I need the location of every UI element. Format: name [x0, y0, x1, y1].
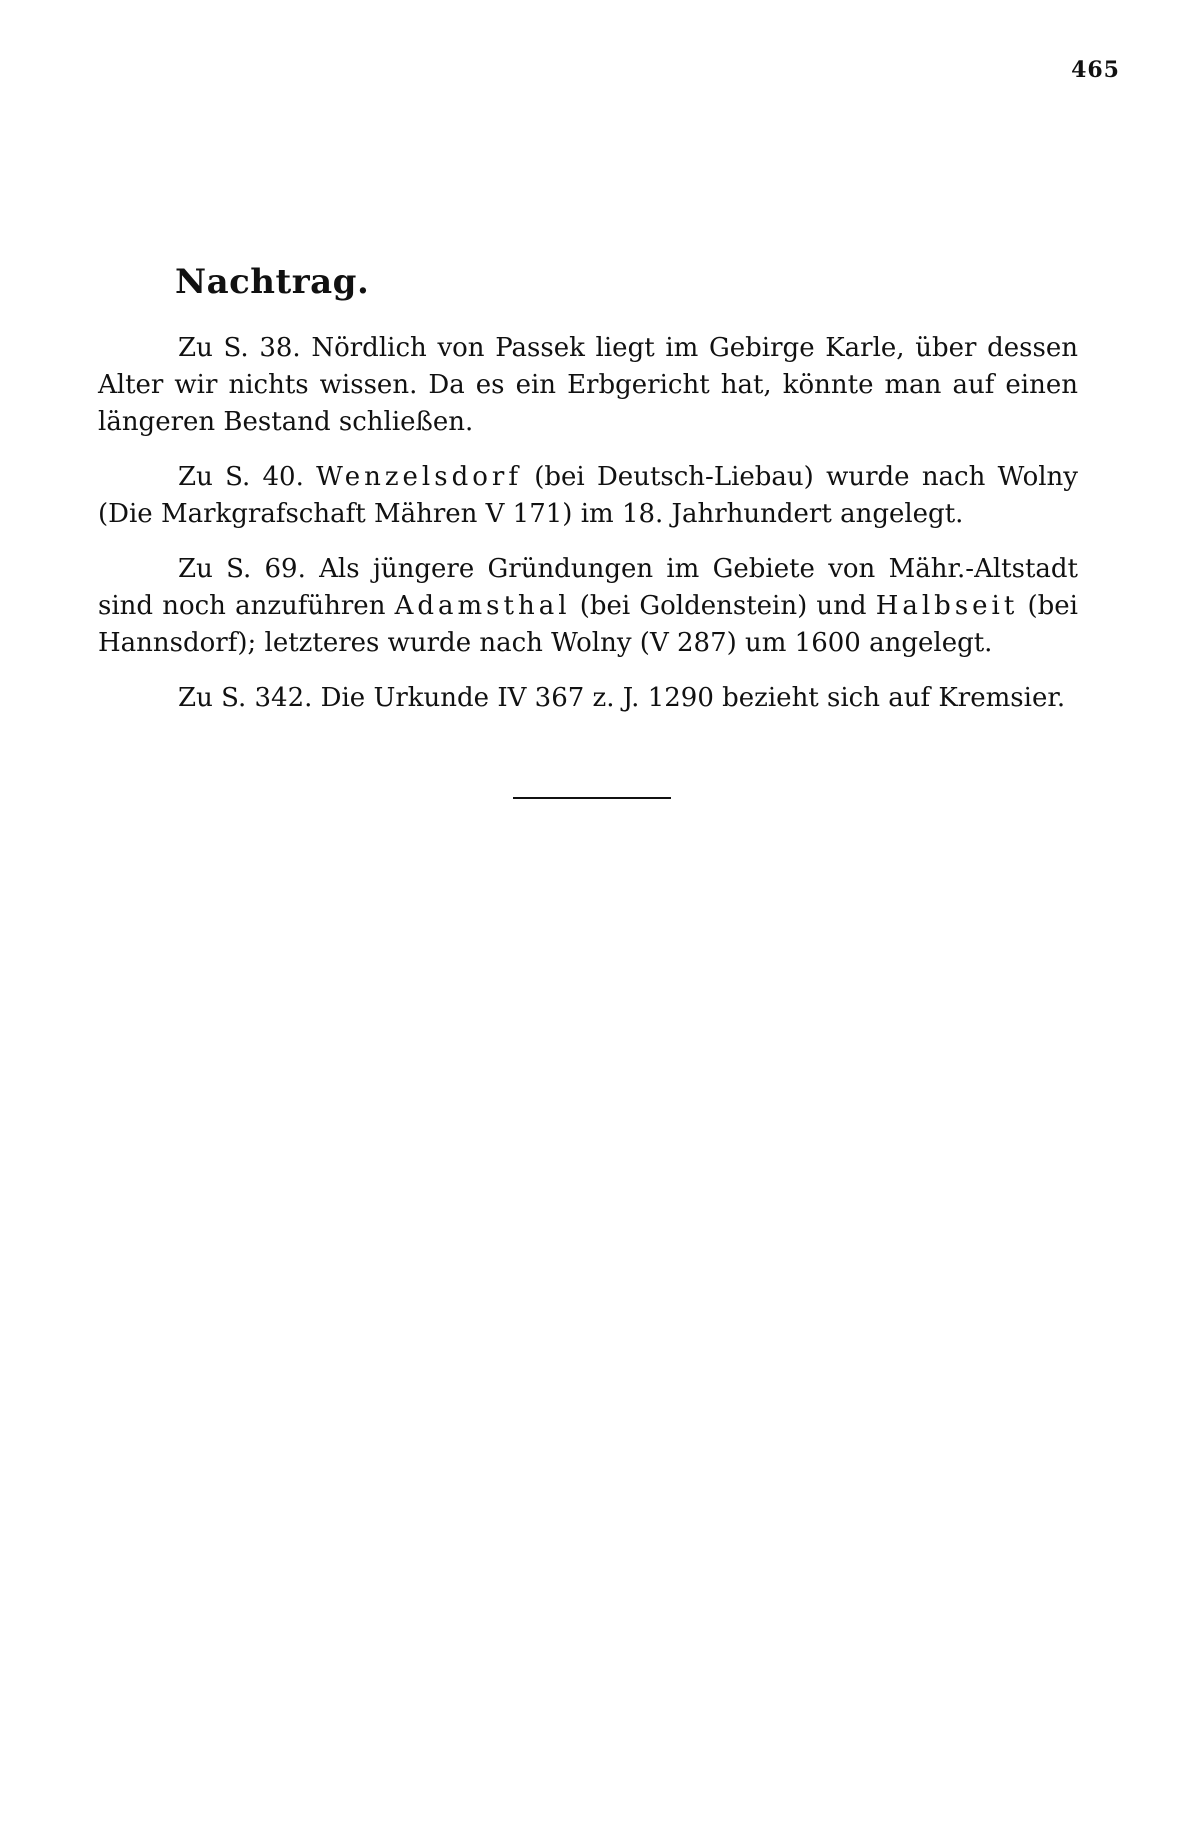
page-number: 465: [1071, 57, 1120, 83]
addendum-entry: [98, 551, 1078, 662]
section-divider: [513, 797, 671, 799]
entry-text: Zu S. 69. Als jüngere Gründungen im Gebiete von Mähr.-Altstadt sind noch anzuführen: [98, 554, 1078, 621]
entry-text: (bei Hannsdorf); letzteres wurde nach Wolny (V 287) um 1600 angelegt.: [98, 591, 1078, 658]
addendum-entry: [98, 459, 1078, 533]
addenda-list: [98, 330, 1078, 735]
place-name: Wenzelsdorf: [316, 462, 522, 492]
entry-text: (bei Goldenstein) und: [570, 591, 876, 621]
entry-text: (bei Deutsch-Liebau) wurde nach Wolny (Die Markgrafschaft Mähren V 171) im 18. Jahrhundert angelegt.: [98, 462, 1078, 529]
addendum-entry: Zu S. 38. Nördlich von Passek liegt im Gebirge Karle, über dessen Alter wir nichts wissen. Da es ein Erbgericht hat, könnte man auf einen längeren Bestand schließen.: [98, 333, 1078, 437]
section-title: Nachtrag.: [175, 262, 370, 302]
entry-text: Zu S. 40.: [178, 462, 317, 492]
place-name: Adamsthal: [394, 591, 571, 621]
addendum-entry: Zu S. 342. Die Urkunde IV 367 z. J. 1290 bezieht sich auf Kremsier.: [178, 683, 1066, 713]
place-name: Halbseit: [875, 591, 1019, 621]
